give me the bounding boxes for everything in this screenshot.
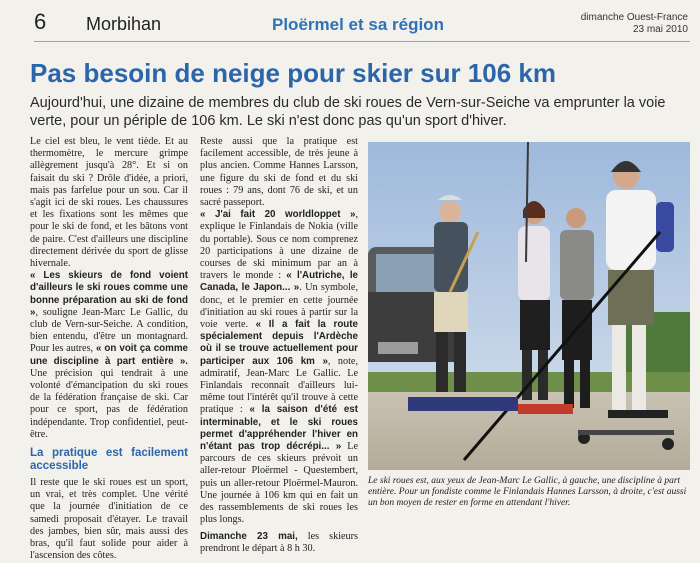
dateline-date: 23 mai 2010 [632,24,688,35]
dateline-publication: dimanche Ouest-France [580,12,688,23]
paragraph-text: . Un symbole, donc, et le premier en cette journée d'initiation au ski roues à partir sur la voie verte. [200,282,358,331]
paragraph-text: Le parcours de ces skieurs prévoit un aller-retour Ploërmel - Questembert, puis un aller-retour Ploërmel-Mauron. Une journée à 106 km qui en fait un des rassemblements de ski roues les plus longs. [200,441,359,526]
paragraph: Il reste que le ski roues est un sport, un vrai, et très complet. Une vérité que la journée d'initiation de ce samedi proposait d'étayer. Le travail des jambes, bien sûr, mais aussi des bras, qu'il faut solide pour aider à l'ascension des côtes. [30,477,188,562]
paragraph-text: Une précision qui tendrait à une volonté d'émancipation du ski roues de la fédération française de ski. Car pour ce sport, pas de fédération indépendante. Trop confidentiel, peut-être. [30,367,188,440]
paragraph [200,209,358,526]
paragraph [200,531,358,555]
page-number: 6 [34,9,47,34]
header-divider [34,41,690,42]
event-date: Dimanche 23 mai, [200,530,298,542]
section-name: Morbihan [86,14,162,34]
paragraph-text: , souligne Jean-Marc Le Gallic, du club de Vern-sur-Seiche. A condition, bien entendu, d'être un montagnard. Pour les autres, [30,306,188,355]
paragraph-text: les skieurs prendront le départ à 8 h 30. [200,530,358,554]
paragraph-text: , note, admiratif, Jean-Marc Le Gallic. Le Finlandais reconnaît d'ailleurs lui-même tout l'intérêt qu'il trouve à cette pratique : [200,355,358,416]
region-title: Ploërmel et sa région [272,15,444,34]
section-subtitle: La pratique est facilement accessible [30,447,188,473]
dateline [548,12,688,36]
article-photo [368,142,690,470]
quote: « Il a fait la route spécialement depuis l'Ardèche où il se trouve actuellement pour participer aux 106 km » [200,319,359,367]
paragraph [30,270,188,441]
photo-illustration [368,142,690,470]
paragraph-text: , explique le Finlandais de Nokia (ville du portable). Sous ce nom comprenez 20 participations à une dizaine de courses de ski minimum par an à travers le monde : [200,209,358,282]
paragraph: Le ciel est bleu, le vent tiède. Et au thermomètre, le mercure grimpe allègrement jusqu'à 28°. Et si on faisait du ski ? Drôle d'idée, a priori, mais pas farfelue pour un sou. Car il s'agit ici de ski roues. Les chaussures et les fixations sont les mêmes que pour le ski de fond, et les bâtons vont de paire. C'est d'ailleurs une discipline directement dérivée du sport de glisse hivernale. [30,136,188,270]
page-header [0,0,700,44]
photo-caption: Le ski roues est, aux yeux de Jean-Marc Le Gallic, à gauche, une discipline à part entière. Pour un fondiste comme le Finlandais Hannes Larsson, à droite, c'est aussi un bon moyen de rester en forme en attendant l'hiver. [368,476,687,508]
quote: « J'ai fait 20 worldloppet » [200,209,356,221]
article-column-2 [200,136,358,555]
quote: « Les skieurs de fond voient d'ailleurs le ski roues comme une bonne préparation au ski de fond » [30,270,188,318]
article-subhead: Aujourd'hui, une dizaine de membres du club de ski roues de Vern-sur-Seiche va emprunter la voie verte, pour un périple de 106 km. Le ski n'est donc pas qu'un sport d'hiver. [30,95,666,129]
article-column-1 [30,136,188,563]
paragraph: Reste aussi que la pratique est facilement accessible, de très jeune à plus ancien. Comme Hannes Larsson, une figure du ski de fond et du ski roues : 79 ans, dont 76 de ski, et un sacré passeport. [200,136,358,209]
quote: « la saison d'été est interminable, et le ski roues permet d'appréhender l'hiver en n'étant pas trop décrépi... » [200,404,358,453]
quote: « on voit ça comme une discipline à part entière ». [30,343,188,367]
article-headline: Pas besoin de neige pour skier sur 106 km [30,58,556,88]
quote: « l'Autriche, le Canada, le Japon... » [200,270,358,294]
